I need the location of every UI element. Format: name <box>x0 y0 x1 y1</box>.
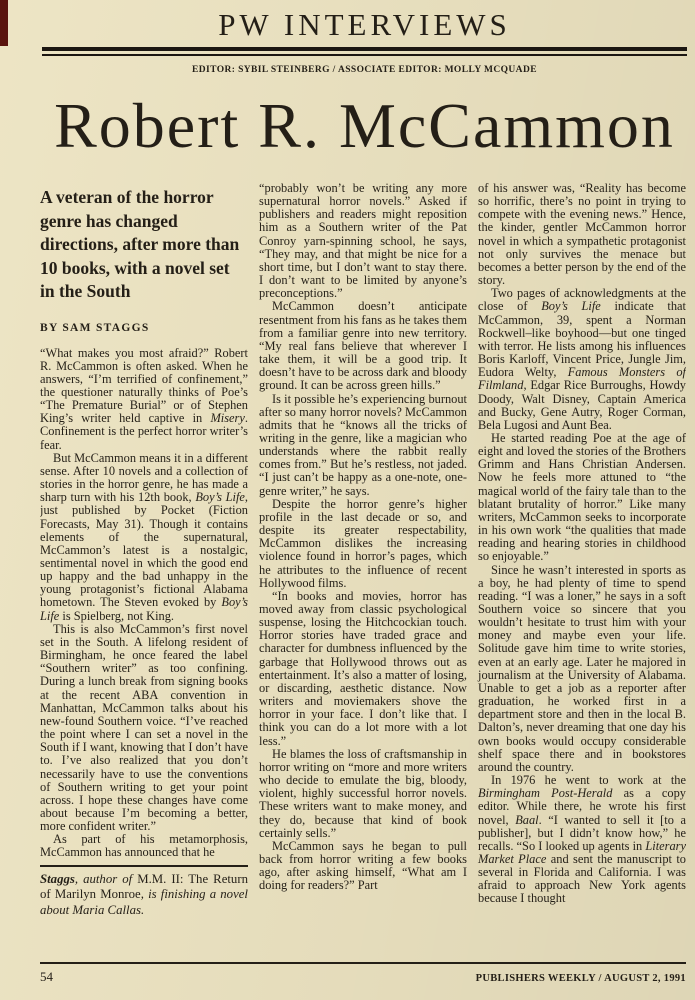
paragraph: McCammon doesn’t anticipate resentment from his fans as he takes them from a familiar genre into new territory. “My real fans believe that wherever I take them, it will be a good trip. It doesn’t have to be across dark and bloody ground. It can be across green hills.” <box>259 299 467 393</box>
column-right <box>478 180 686 928</box>
paragraph: of his answer was, “Reality has become so horrific, there’s no point in trying to compete with the evening news.” Hence, the kinder, gentler McCammon horror novel in which a sympathetic protagonist not only survives the menace but becomes a better person by the end of the story. <box>478 181 686 288</box>
paragraph: He started reading Poe at the age of eight and loved the stories of the Brothers Grimm and Hans Christian Andersen. Now he feels more attuned to “the magical world of the fairy tale than to the blatant brutality of horror.” Like many writers, McCammon seeks to incorporate in his own work “the qualities that made reading and hearing stories in childhood so enjoyable.” <box>478 430 686 564</box>
paragraph: As part of his metamorphosis, McCammon has announced that he <box>40 832 248 860</box>
paragraph: Since he wasn’t interested in sports as a boy, he had plenty of time to spend reading. “I was a loner,” he says in a soft Southern voice so sincere that you wouldn’t hesitate to trust him with your money and maybe even your life. Solitude gave him time to write stories, even at an early age. Later he majored in journalism at the University of Alabama. Unable to get a job as a reporter after graduation, he worked first in a department store and then in the local B. Dalton’s, never dreaming that one day his own books would occupy considerable shelf space there and in bookstores around the country. <box>478 562 686 774</box>
text-run: Boy’s Life <box>195 490 245 505</box>
left-column-text <box>40 347 248 860</box>
text-run: Birmingham Post-Herald <box>478 786 613 801</box>
paragraph: “probably won’t be writing any more supernatural horror novels.” Asked if publishers and readers might reposition him as a Southern writer of the Pat Conroy yarn-spinning school, he says, “They may, and that might be nice for a short time, but I don’t want to stay there. I don’t want to be limited by anyone’s preconceptions.” <box>259 181 467 301</box>
column-middle <box>259 180 467 928</box>
paragraph: McCammon says he began to pull back from horror writing a few books ago, after asking himself, “What am I doing for readers?” Part <box>259 838 467 893</box>
paragraph: “In books and movies, horror has moved away from classic psychological suspense, losing the Hitchcockian touch. Horror stories have traded grace and character for dumbness influenced by the garbage that Hollywood throws out as entertainment. It’s also a matter of losing, or discarding, aesthetic distance. Now writers and moviemakers shove the horror in your face. I don’t like that. I think you can do a lot more with a lot less.” <box>259 588 467 748</box>
middle-column-text <box>259 182 467 892</box>
editor-credits: EDITOR: SYBIL STEINBERG / ASSOCIATE EDITOR: MOLLY MCQUADE <box>192 65 537 75</box>
column-left <box>40 180 248 928</box>
text-run: , is finishing a novel about Maria Callas. <box>40 887 248 917</box>
article-body <box>40 180 686 928</box>
header-rule <box>42 47 687 56</box>
page-header <box>42 0 687 75</box>
text-run: Literary Market Place <box>478 838 686 866</box>
red-corner-mark <box>0 0 8 46</box>
paragraph: Is it possible he’s experiencing burnout after so many horror novels? McCammon admits that he “knows all the tricks of writing in the genre, like a magician who understands where the rabbit really comes from.” But he’s restless, not jaded. “I just can’t be happy as a one-note, one-genre writer,” he says. <box>259 391 467 498</box>
byline: BY SAM STAGGS <box>40 321 150 334</box>
right-column-text <box>478 182 686 906</box>
section-title: PW INTERVIEWS <box>218 7 511 42</box>
deck-text: A veteran of the horror genre has changed directions, after more than 10 books, with a novel set in the South <box>40 187 240 301</box>
paragraph: Two pages of acknowledgments at the close of Boy’s Life indicate that McCammon, 39, spent a Norman Rockwell–like boyhood—but one tinged with terror. He lists among his influences Boris Karloff, Vincent Price, Jungle Jim, Eudora Welty, Famous Monsters of Filmland, Edgar Rice Burroughs, Howdy Doody, Walt Disney, Captain America and Bucky, Gene Autry, Roger Corman, Bela Lugosi and Aunt Bea. <box>478 286 686 432</box>
publication-footer: PUBLISHERS WEEKLY / AUGUST 2, 1991 <box>475 973 686 984</box>
page-footer <box>40 962 686 985</box>
page-number: 54 <box>40 969 53 984</box>
text-run: , author of <box>74 871 138 886</box>
paragraph: Despite the horror genre’s higher profile in the last decade or so, and despite its greater respectability, McCammon dislikes the increasing violence found in horror’s pages, which he attributes to the influence of recent Hollywood films. <box>259 496 467 590</box>
paragraph: But McCammon means it in a different sense. After 10 novels and a collection of stories in the horror genre, he has made a sharp turn with his 12th book, Boy’s Life, just published by Pocket (Fiction Forecasts, May 31). Though it contains elements of the supernatural, McCammon’s latest is a nostalgic, sentimental novel in which the good end up happy and the bad unhappy in the young protagonist’s fictional Alabama hometown. The Steven evoked by Boy’s Life is Spielberg, not King. <box>40 450 248 623</box>
text-run: Famous Monsters of Filmland <box>478 365 686 393</box>
paragraph: He blames the loss of craftsmanship in horror writing on “more and more writers who decide to emulate the big, bloody, violent, highly successful horror novels. These writers want to make money, and they do, because that kind of book certainly sells.” <box>259 746 467 840</box>
text-run: Staggs <box>40 871 75 886</box>
text-run: Boy’s Life <box>541 299 601 314</box>
text-run: Boy’s Life <box>40 595 248 623</box>
paragraph: “What makes you most afraid?” Robert R. McCammon is often asked. When he answers, “I’m terrified of confinement,” the questioner naturally thinks of Poe’s “The Premature Burial” or of Stephen King’s writer held captive in Misery. Confinement is the perfect horror writer’s fear. <box>40 345 248 452</box>
text-run: Misery <box>210 411 245 426</box>
text-run: Baal <box>515 812 539 827</box>
article-title: Robert R. McCammon <box>54 90 675 161</box>
paragraph: This is also McCammon’s first novel set in the South. A lifelong resident of Birmingham, he once feared the label “Southern writer” as too confining. During a lunch break from signing books at the recent ABA convention in Manhattan, McCammon talks about his new-found Southern voice. “I’ve reached the point where I can set a novel in the South if I want, knowing that I don’t have to. I’ve also realized that you don’t necessarily have to use the conventions of Southern writing to get your point across. I hope these changes have come about because I’m becoming a better, more confident writer.” <box>40 621 248 834</box>
paragraph: In 1976 he went to work at the Birmingham Post-Herald as a copy editor. While there, he wrote his first novel, Baal. “I wanted to sell it [to a publisher], but I didn’t know how,” he recalls. “So I looked up agents in Literary Market Place and sent the manuscript to several in Florida and California. I was afraid to approach New York agents because I thought <box>478 773 686 906</box>
author-bio-note: Staggs, author of M.M. II: The Return of Marilyn Monroe, is finishing a novel about Maria Callas. <box>40 865 248 929</box>
